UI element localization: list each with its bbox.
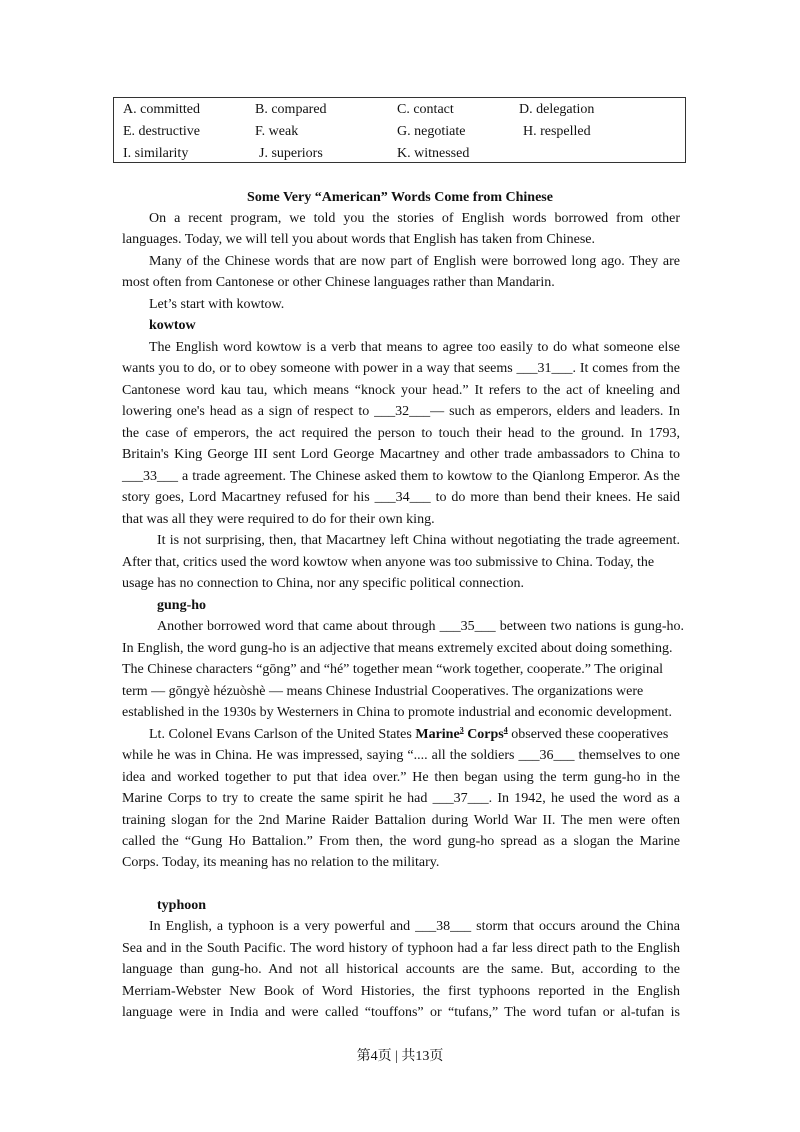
option-h: H. respelled (523, 124, 591, 139)
option-i: I. similarity (123, 146, 189, 161)
carlson-prefix: Lt. Colonel Evans Carlson of the United States (149, 727, 416, 742)
word-marine (415, 727, 507, 742)
text-line: called the “Gung Ho Battalion.” From then, the word gung-ho spread as a slogan the Marine (122, 834, 680, 849)
text-line: Marine Corps to try to create the same spirit he had ___37___. In 1942, he used the word as a (122, 791, 680, 806)
option-k: K. witnessed (397, 146, 470, 161)
text-line: languages. Today, we will tell you about words that English has taken from Chinese. (122, 232, 595, 247)
text-line: The Chinese characters “gōng” and “hé” together mean “work together, cooperate.” The original (122, 662, 664, 677)
option-e: E. destructive (123, 124, 200, 139)
text-line: the case of emperors, the act required the person to touch their head to the ground. In 1793, (122, 426, 680, 441)
options-box (113, 97, 686, 163)
page-footer: 第4页 | 共13页 (356, 1049, 444, 1064)
passage-title: Some Very “American” Words Come from Chinese (247, 190, 553, 205)
text-line: After that, critics used the word kowtow when anyone was too submissive to China. Today, the (122, 555, 655, 570)
text-line: language were in India and were called “touffons” or “tufans,” The word tufan or al-tufan is (122, 1005, 680, 1020)
carlson-line (149, 725, 668, 745)
text-line: It is not surprising, then, that Macartney left China without negotiating the trade agreement. (157, 533, 680, 548)
text-line: Many of the Chinese words that are now part of English were borrowed long ago. They are (149, 254, 680, 269)
text-line: idea and worked together to put that idea over.” He then began using the term gung-ho in the (122, 770, 680, 785)
text-line: usage has no connection to China, nor any specific political connection. (122, 576, 524, 591)
section-heading-gung-ho: gung-ho (157, 598, 207, 613)
footnote-4: 4 (503, 725, 508, 735)
text-line: In English, the word gung-ho is an adjective that means extremely excited about doing something. (122, 641, 673, 656)
option-j: J. superiors (259, 146, 323, 161)
text-line: Let’s start with kowtow. (149, 297, 285, 312)
corps-text: Corps (467, 727, 504, 742)
text-line: Britain's King George III sent Lord George Macartney and other trade ambassadors to China to (122, 447, 680, 462)
text-line: that was all they were required to do for their own king. (122, 512, 435, 527)
text-line: Another borrowed word that came about through ___35___ between two nations is gung-ho. (157, 619, 684, 634)
text-line: established in the 1930s by Westerners in China to promote industrial and economic development. (122, 705, 672, 720)
text-line: Corps. Today, its meaning has no relation to the military. (122, 855, 440, 870)
text-line: most often from Cantonese or other Chinese languages rather than Mandarin. (122, 275, 555, 290)
text-line: lowering one's head as a sign of respect to ___32___— such as emperors, elders and leaders. In (122, 404, 680, 419)
text-line: Sea and in the South Pacific. The word history of typhoon had a far less direct path to the English (122, 941, 680, 956)
option-b: B. compared (255, 102, 327, 117)
option-f: F. weak (255, 124, 299, 139)
text-line: story goes, Lord Macartney refused for his ___34___ to do more than bend their knees. He said (122, 490, 680, 505)
marine-text: Marine (415, 727, 460, 742)
text-line: while he was in China. He was impressed, saying “.... all the soldiers ___36___ themselves to one (122, 748, 680, 763)
text-line: term — gōngyè hézuòshè — means Chinese Industrial Cooperatives. The organizations were (122, 684, 644, 699)
text-line: Cantonese word kau tau, which means “knock your head.” It refers to the act of kneeling and (122, 383, 680, 398)
text-line: ___33___ a trade agreement. The Chinese asked them to kowtow to the Qianlong Emperor. As the (122, 469, 680, 484)
text-line: The English word kowtow is a verb that means to agree too easily to do what someone else (149, 340, 680, 355)
section-heading-kowtow: kowtow (149, 318, 196, 333)
footnote-3: 3 (459, 725, 464, 735)
option-g: G. negotiate (397, 124, 466, 139)
option-c: C. contact (397, 102, 454, 117)
text-line: training slogan for the 2nd Marine Raider Battalion during World War II. The men were often (122, 813, 680, 828)
text-line: On a recent program, we told you the stories of English words borrowed from other (149, 211, 680, 226)
text-line: language than gung-ho. And not all historical accounts are the same. But, according to the (122, 962, 680, 977)
carlson-suffix: observed these cooperatives (511, 727, 669, 742)
text-line: In English, a typhoon is a very powerful and ___38___ storm that occurs around the China (149, 919, 680, 934)
text-line: Merriam-Webster New Book of Word Histories, the first typhoons reported in the English (122, 984, 680, 999)
section-heading-typhoon: typhoon (157, 898, 207, 913)
text-line: wants you to do, or to obey someone with power in a way that seems ___31___. It comes from the (122, 361, 680, 376)
option-d: D. delegation (519, 102, 595, 117)
option-a: A. committed (123, 102, 200, 117)
